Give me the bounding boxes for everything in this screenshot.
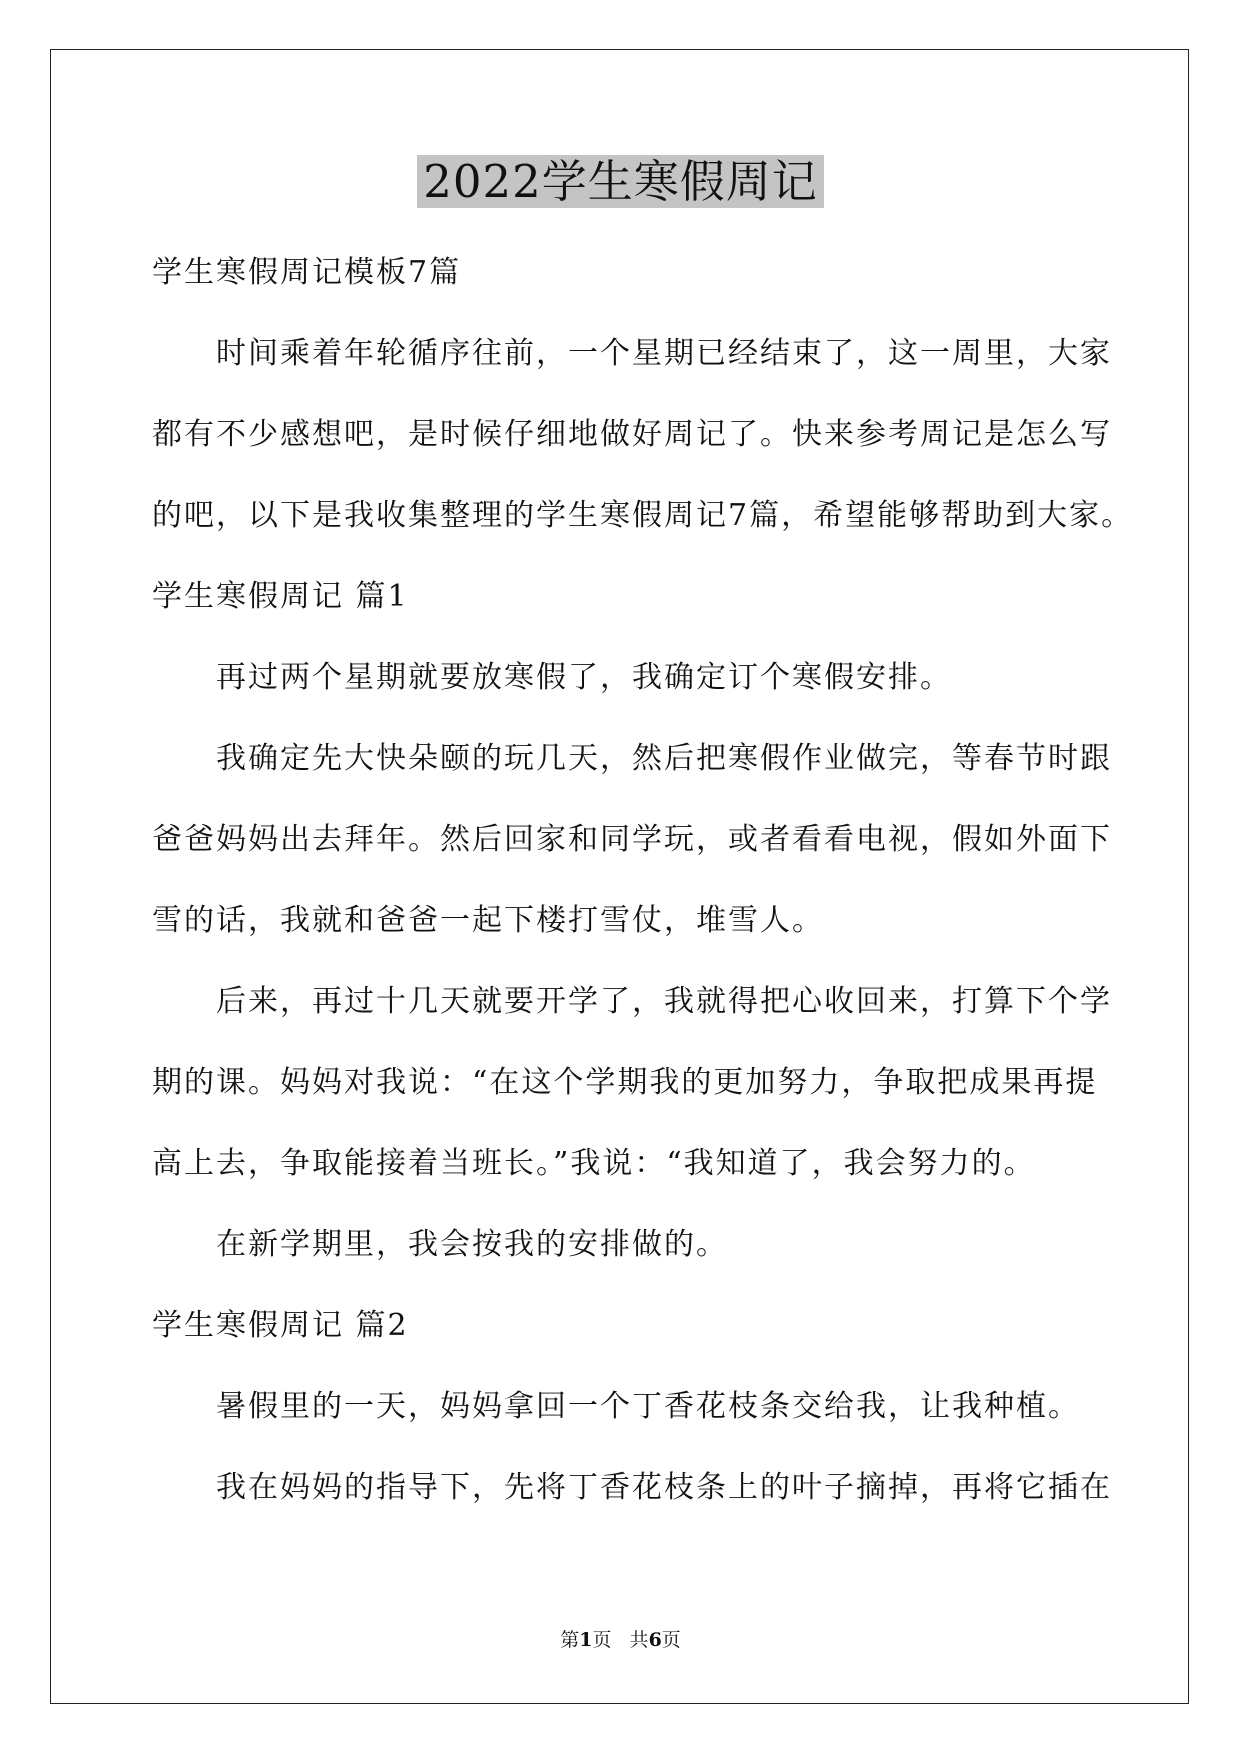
body-line: 都有不少感想吧，是时候仔细地做好周记了。快来参考周记是怎么写 <box>152 417 1112 452</box>
footer-current-page: 1 <box>579 1629 593 1651</box>
body-line: 雪的话，我就和爸爸一起下楼打雪仗，堆雪人。 <box>152 903 824 938</box>
body-line: 暑假里的一天，妈妈拿回一个丁香花枝条交给我，让我种植。 <box>216 1389 1080 1424</box>
body-line: 我在妈妈的指导下，先将丁香花枝条上的叶子摘掉，再将它插在 <box>216 1470 1112 1505</box>
body-line: 学生寒假周记 篇1 <box>152 579 409 614</box>
footer-total-pages: 6 <box>648 1629 662 1651</box>
body-line: 在新学期里，我会按我的安排做的。 <box>216 1227 728 1262</box>
document-body <box>152 232 1134 1528</box>
document-title-text: 2022学生寒假周记 <box>417 155 824 208</box>
body-line: 后来，再过十几天就要开学了，我就得把心收回来，打算下个学 <box>216 984 1112 1019</box>
footer-prefix: 第 <box>560 1629 580 1651</box>
document-title <box>0 150 1241 214</box>
page-footer <box>0 1628 1241 1652</box>
body-line: 我确定先大快朵颐的玩几天，然后把寒假作业做完，等春节时跟 <box>216 741 1112 776</box>
body-line: 高上去，争取能接着当班长。”我说：“我知道了，我会努力的。 <box>152 1146 1036 1181</box>
body-line: 期的课。妈妈对我说：“在这个学期我的更加努力，争取把成果再提 <box>152 1065 1098 1100</box>
body-line: 学生寒假周记模板7篇 <box>152 255 462 290</box>
footer-suffix: 页 <box>661 1629 681 1651</box>
body-line: 再过两个星期就要放寒假了，我确定订个寒假安排。 <box>216 660 952 695</box>
body-line: 时间乘着年轮循序往前，一个星期已经结束了，这一周里，大家 <box>216 336 1112 371</box>
body-line: 学生寒假周记 篇2 <box>152 1308 409 1343</box>
footer-middle: 页 共 <box>592 1629 649 1651</box>
body-line: 爸爸妈妈出去拜年。然后回家和同学玩，或者看看电视，假如外面下 <box>152 822 1112 857</box>
body-line: 的吧，以下是我收集整理的学生寒假周记7篇，希望能够帮助到大家。 <box>152 498 1134 533</box>
